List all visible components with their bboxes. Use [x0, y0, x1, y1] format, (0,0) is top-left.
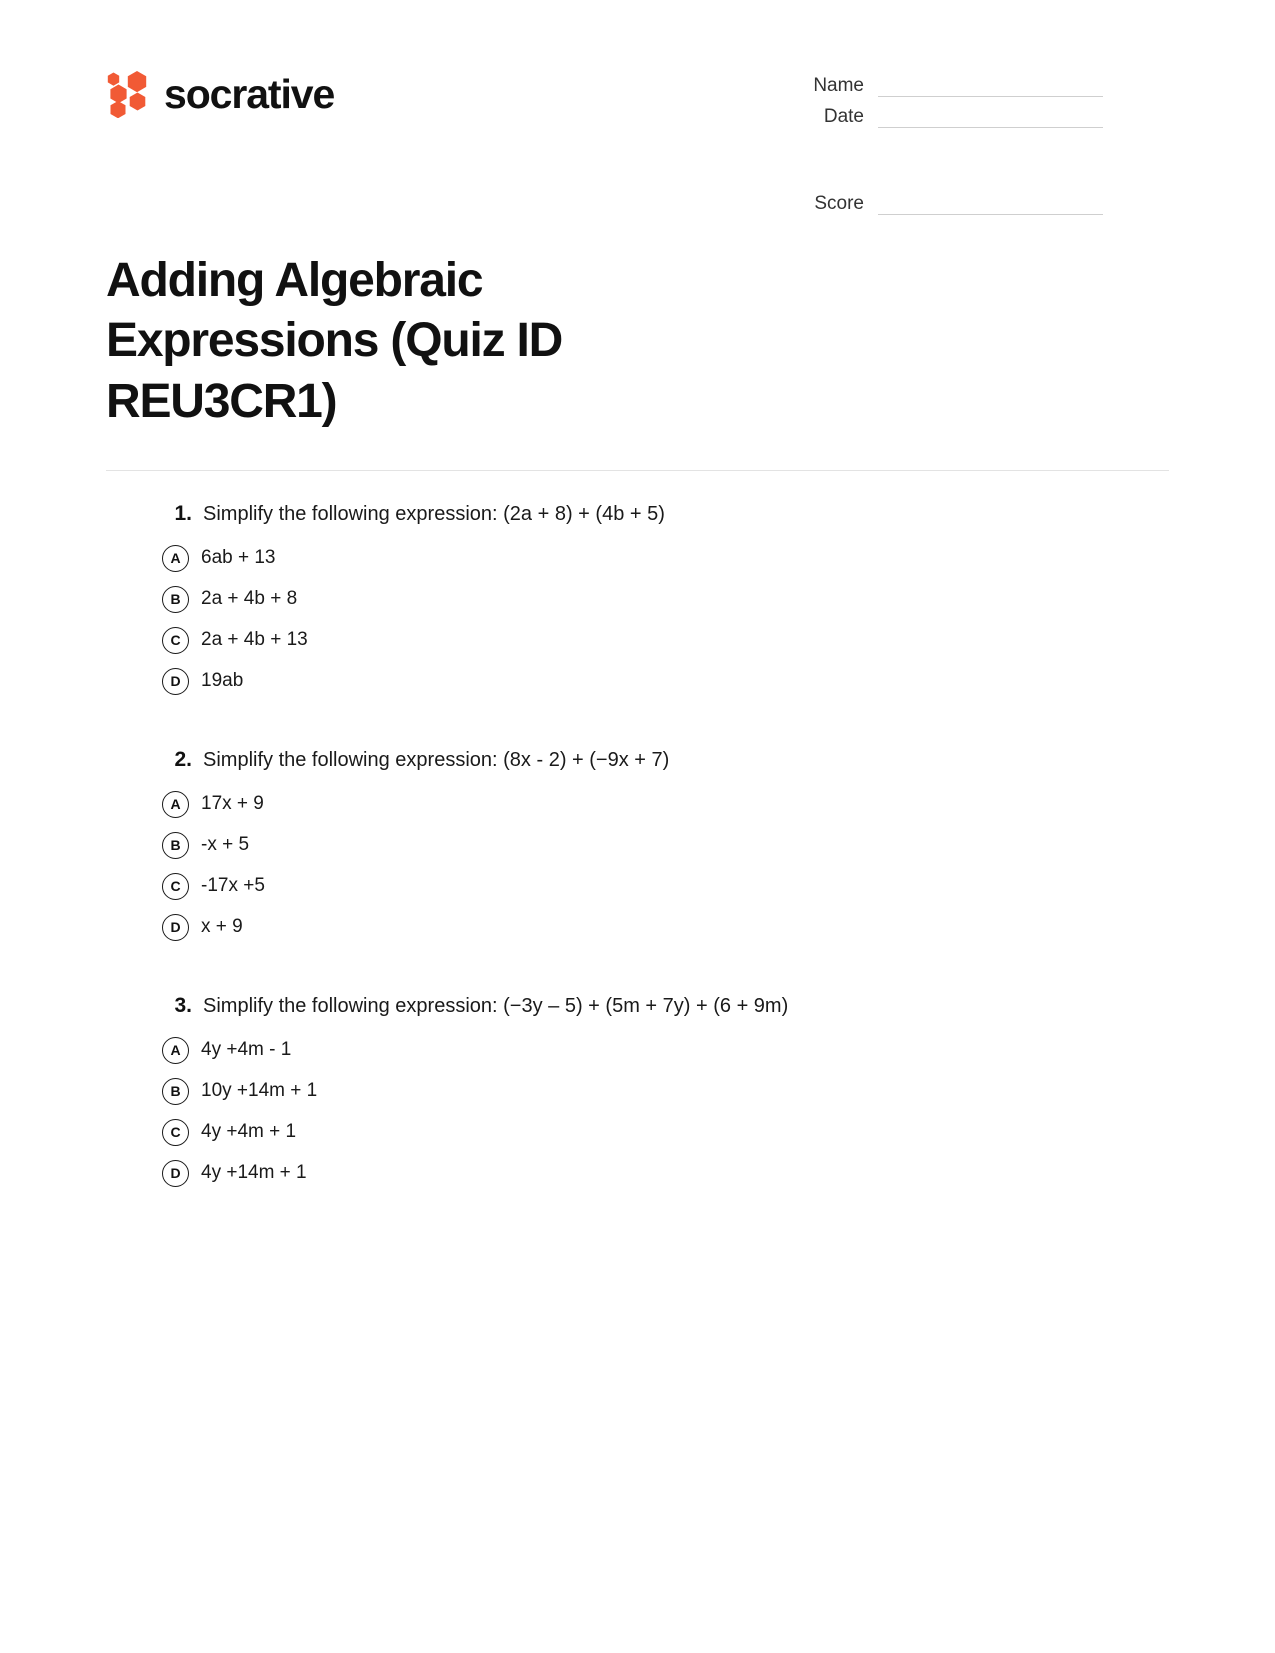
question-header	[106, 993, 1169, 1020]
question-number: 2.	[174, 748, 192, 772]
date-write-in-line[interactable]	[878, 127, 1103, 128]
choice-label: -17x +5	[201, 875, 265, 897]
date-label: Date	[823, 106, 864, 127]
choice-label: 2a + 4b + 13	[201, 629, 308, 651]
choice-bubble-c[interactable]: C	[162, 1119, 189, 1146]
name-write-in-line[interactable]	[878, 96, 1103, 97]
choice-bubble-b[interactable]: B	[162, 1078, 189, 1105]
brand-name: socrative	[164, 70, 335, 117]
choice-bubble-c[interactable]: C	[162, 873, 189, 900]
answer-choice[interactable]	[106, 870, 1169, 902]
score-label: Score	[814, 193, 864, 214]
choice-label: 4y +4m + 1	[201, 1121, 297, 1143]
question-block	[106, 747, 1169, 943]
choice-label: 4y +4m - 1	[201, 1039, 292, 1061]
choice-label: 4y +14m + 1	[201, 1162, 307, 1184]
choice-bubble-b[interactable]: B	[162, 832, 189, 859]
title-area	[0, 225, 830, 432]
choice-bubble-a[interactable]: A	[162, 791, 189, 818]
choice-bubble-a[interactable]: A	[162, 545, 189, 572]
answer-choice[interactable]	[106, 665, 1169, 697]
date-field-row	[773, 107, 1103, 126]
score-field-row	[773, 194, 1103, 213]
choice-bubble-d[interactable]: D	[162, 668, 189, 695]
answer-choice[interactable]	[106, 1157, 1169, 1189]
question-number: 1.	[174, 502, 192, 526]
page-header	[0, 0, 1275, 225]
question-block	[106, 501, 1169, 697]
choice-bubble-d[interactable]: D	[162, 914, 189, 941]
choice-bubble-b[interactable]: B	[162, 586, 189, 613]
name-label: Name	[813, 75, 864, 96]
choice-label: 6ab + 13	[201, 547, 276, 569]
choice-label: 10y +14m + 1	[201, 1080, 318, 1102]
answer-choice[interactable]	[106, 911, 1169, 943]
name-field-row	[773, 76, 1103, 95]
choice-label: -x + 5	[201, 834, 250, 856]
answer-choice[interactable]	[106, 1075, 1169, 1107]
choice-label: 19ab	[201, 670, 244, 692]
socrative-hexagon-logo-icon	[106, 70, 150, 118]
score-write-in-line[interactable]	[878, 214, 1103, 215]
choice-bubble-c[interactable]: C	[162, 627, 189, 654]
answer-choice[interactable]	[106, 1034, 1169, 1066]
choice-bubble-a[interactable]: A	[162, 1037, 189, 1064]
answer-choice[interactable]	[106, 829, 1169, 861]
question-number: 3.	[174, 994, 192, 1018]
question-text: Simplify the following expression: (2a + 8) + (4b + 5)	[203, 503, 665, 526]
answer-choice[interactable]	[106, 624, 1169, 656]
question-header	[106, 501, 1169, 528]
answer-choice[interactable]	[106, 542, 1169, 574]
choice-label: x + 9	[201, 916, 243, 938]
answer-choice[interactable]	[106, 1116, 1169, 1148]
answer-choice[interactable]	[106, 788, 1169, 820]
choice-label: 2a + 4b + 8	[201, 588, 298, 610]
question-text: Simplify the following expression: (8x - 2) + (−9x + 7)	[203, 749, 670, 772]
page-title: Adding Algebraic Expressions (Quiz ID REU3CR1)	[106, 254, 563, 428]
student-info-block	[773, 62, 1103, 225]
choice-bubble-d[interactable]: D	[162, 1160, 189, 1187]
choice-label: 17x + 9	[201, 793, 264, 815]
questions-list	[0, 471, 1275, 1189]
question-text: Simplify the following expression: (−3y – 5) + (5m + 7y) + (6 + 9m)	[203, 995, 789, 1018]
answer-choice[interactable]	[106, 583, 1169, 615]
question-header	[106, 747, 1169, 774]
question-block	[106, 993, 1169, 1189]
socrative-brand	[106, 62, 334, 118]
